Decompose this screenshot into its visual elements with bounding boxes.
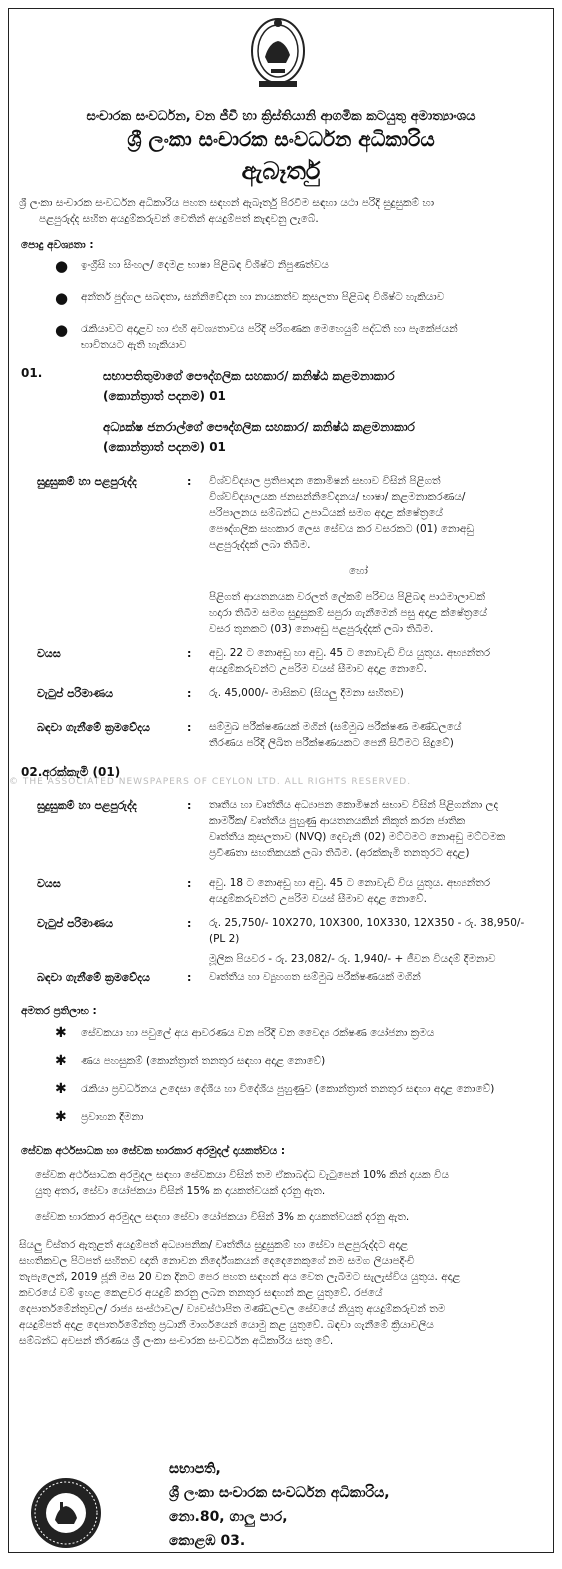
post2-recruit: වෘත්තීය හා ව්‍යුහගත සම්මුඛ පරීක්ෂණයක් මගින් bbox=[209, 971, 421, 983]
general-item: ඉංග්‍රීසි හා සිංහල/ දෙමළ භාෂා පිළිබඳ විශිෂ්ට නිපුණත්වය bbox=[81, 259, 329, 271]
post2-heading: 02.අරක්කැමි (01) bbox=[21, 765, 121, 779]
ministry-name: සංචාරක සංවර්ධන, වන ජීවී හා ක්‍රිස්තියානි ආගමික කටයුතු අමාත්‍යාංශය bbox=[86, 109, 476, 124]
post2-salary: රු. 25,750/- 10X270, 10X300, 10X330, 12X350 - රු. 38,950/-(PL 2) මූලික පියවර - රු. 23,082/- රු. 1,940/- + ජීවන වියදම් දීමනාව bbox=[209, 917, 525, 965]
asterisk-icon: ✱ bbox=[55, 1025, 67, 1041]
post2-age-label: වයස bbox=[37, 877, 61, 890]
post2-age: අවු. 18 ට නොඅඩු හා අවු. 45 ට නොවැඩි විය යුතුය. අභ්‍යන්තර අයදුම්කරුවන්ට උපරිම වයස් සීමාව අදාළ නොවේ. bbox=[209, 877, 491, 905]
post1-age-label: වයස bbox=[37, 647, 61, 660]
provident-epf: සේවක අර්ථසාධක අරමුදල සඳහා සේවකයා විසින් තම ඒකාබද්ධ වැටුපෙන් 10% කින් දායක විය යුතු අතර, සේවා යෝජකයා විසින් 15% ක දායකත්වයක් දරනු ඇත. bbox=[35, 1169, 449, 1197]
provident-heading: සේවක අර්ථසාධක හා සේවක භාරකාර අරමුදල් දායකත්වය : bbox=[21, 1145, 286, 1157]
provident-etf: සේවක භාරකාර අරමුදල සඳහා සේවා යෝජකයා විසින් 3% ක දායකත්වයක් දරනු ඇත. bbox=[35, 1211, 410, 1223]
post1-salary: රු. 45,000/- මාසිකව (සියලු දීමනා සහිතව) bbox=[209, 687, 404, 699]
post2-recruit-label: බඳවා ගැනීමේ ක්‍රමවේදය bbox=[37, 971, 150, 984]
bullet-icon: ● bbox=[55, 289, 69, 307]
post1-age: අවු. 22 ට නොඅඩු හා අවු. 45 ට නොවැඩි විය යුතුය. අභ්‍යන්තර අයදුම්කරුවන්ට උපරිම වයස් සීමාව අදාළ නොවේ. bbox=[209, 647, 491, 675]
benefit-item: සේවකයා හා පවුලේ අය ආවරණය වන පරිදි වන වෛද්‍ය රක්ෂණ යෝජනා ක්‍රමය bbox=[81, 1027, 435, 1039]
signature-block: සභාපති, ශ්‍රී ලංකා සංචාරක සංවර්ධන අධිකාරිය, නො.80, ගාලු පාර, කොළඹ 03. bbox=[169, 1461, 390, 1549]
post1-number: 01. bbox=[21, 366, 43, 380]
watermark: © THE ASSOCIATED NEWSPAPERS OF CEYLON LTD. ALL RIGHTS RESERVED. bbox=[9, 777, 412, 787]
tourism-authority-seal-icon bbox=[29, 1476, 103, 1550]
post2-qual-label: සුදුසුකම් හා පළපුරුද්ද bbox=[37, 799, 137, 812]
post2-salary-label: වැටුප් පරිමාණය bbox=[37, 917, 114, 930]
benefit-item: රැකියා ප්‍රවර්ධනය උදෙසා දේශීය හා විදේශීය පුහුණුව (කොන්ත්‍රාත් තනතුර සඳහා අදාළ නොවේ) bbox=[81, 1083, 495, 1095]
asterisk-icon: ✱ bbox=[55, 1053, 67, 1069]
benefit-item: ප්‍රවාහන දීමනා bbox=[81, 1111, 144, 1123]
authority-name: ශ්‍රී ලංකා සංචාරක සංවර්ධන අධිකාරිය bbox=[127, 127, 435, 151]
post1-title-1: සභාපතිතුමාගේ පෞද්ගලික සහකාර/ කනිෂ්ඨ කළමනාකාර (කොන්ත්‍රාත් පදනම) 01 bbox=[103, 369, 395, 403]
post1-recruit: සම්මුඛ පරීක්ෂණයක් මගින් (සම්මුඛ පරීක්ෂණ මණ්ඩලයේ තීරණය පරිදි ලිඛිත පරීක්ෂණයකට පෙනී සිටීමට සිදුවේ) bbox=[209, 721, 462, 749]
page-title: ඇබෑර්තු bbox=[241, 157, 321, 185]
benefits-heading: අමතර ප්‍රතිලාභ : bbox=[21, 1005, 97, 1017]
post1-qual-b: පිළිගත් ආයතනයක වරලත් ලේකම් පරිචය පිළිබඳ පාඨමාලාවක් හදාරා තිබීම සමග සුදුසුකම් සපුරා ගැනීමෙන් පසු අදාළ ක්ෂේත්‍රයේ වසර තුනකට (03) නොඅඩු පළපුරුද්දක් ලබා තිබීම. bbox=[209, 591, 487, 635]
bullet-icon: ● bbox=[55, 257, 69, 275]
general-item: අන්තර් පුද්ගල සබඳතා, සන්නිවේදන හා නායකත්ව කුසලතා පිළිබඳ විශිෂ්ට හැකියාව bbox=[81, 291, 445, 303]
post1-recruit-label: බඳවා ගැනීමේ ක්‍රමවේදය bbox=[37, 721, 150, 734]
post1-qual-label: සුදුසුකම් හා පළපුරුද්ද bbox=[37, 475, 137, 488]
advertisement: සංචාරක සංවර්ධන, වන ජීවී හා ක්‍රිස්තියානි ආගමික කටයුතු අමාත්‍යාංශය ශ්‍රී ලංකා සංචාරක සංවර්ධන අධිකාරිය ඇබෑර්තු ශ්‍රී ලංකා සංචාරක සංවර්ධන අධිකාරිය පහත සඳහන් ඇබෑර්තු පිරවීම සඳහා යථා පරිදි සුදුසුකම් හා පළපුරුද්ද සහිත අයදුම්කරුවන් වෙතින් අයදුම්පත් කැඳවනු ලැබේ. පොදු අවශ්‍යතා : ● ඉංග්‍රීසි හා සිංහල/ දෙමළ භාෂා පිළිබඳ විශිෂ්ට නිපුණත්වය ● අන්තර් පුද්ගල සබඳතා, සන්නිවේදන හා නායකත්ව කුසලතා පිළිබඳ විශිෂ්ට හැකියාව ● රැකියාවට අදාළව හා එහි අවශ්‍යතාවය පරිදි පරිගණක මෙහෙයුම් පද්ධති හා පැකේජයන් භාවිතයට ඇති හැකියාව 01. සභාපතිතුමාගේ පෞද්ගලික සහකාර/ කනිෂ්ඨ කළමනාකාර (කොන්ත්‍රාත් පදනම) 01 අධ්‍යක්ෂ ජනරාල්ගේ පෞද්ගලික සහකාර/ කනිෂ්ඨ කළමනාකාර (කොන්ත්‍රාත් පදනම) 01 සුදුසුකම් හා පළපුරුද්ද : විශ්වවිද්‍යාල ප්‍රතිපාදන කොමිෂන් සභාව විසින් පිළිගත් විශ්වවිද්‍යාලයක ජනසන්නිවේදනය/ භාෂා/ කළමනාකරණය/ පරිපාලනය සම්බන්ධ උපාධියක් සමග අදාළ ක්ෂේත්‍රයේ පෞද්ගලික සහකාර ලෙස සේවය කර වසරකට (01) නොඅඩු පළපුරුද්දක් ලබා තිබීම. හෝ පිළිගත් ආයතනයක වරලත් ලේකම් පරිචය පිළිබඳ පාඨමාලාවක් හදාරා තිබීම සමග සුදුසුකම් සපුරා ගැනීමෙන් පසු අදාළ ක්ෂේත්‍රයේ වසර තුනකට (03) නොඅඩු පළපුරුද්දක් ලබා තිබීම. වයස : අවු. 22 ට නොඅඩු හා අවු. 45 ට නොවැඩි විය යුතුය. අභ්‍යන්තර අයදුම්කරුවන්ට උපරිම වයස් සීමාව අදාළ නොවේ. වැටුප් පරිමාණය : රු. 45,000/- මාසිකව (සියලු දීමනා සහිතව) බඳවා ගැනීමේ ක්‍රමවේදය : සම්මුඛ පරීක්ෂණයක් මගින් (සම්මුඛ පරීක්ෂණ මණ්ඩලයේ තීරණය පරිදි ලිඛිත පරීක්ෂණයකට පෙනී සිටීමට සිදුවේ) © THE ASSOCIATED NEWSPAPERS OF CEYLON LTD. ALL RIGHTS RESERVED. 02.අරක්කැමි (01) සුදුසුකම් හා පළපුරුද්ද : තෘතීය හා වෘත්තීය අධ්‍යාපන කොමිෂන් සභාව විසින් පිළිගන්නා ලද කාර්මික/ වෘත්තීය පුහුණු ආයතනයකින් නිකුත් කරන ජාතික වෘත්තීය කුසලතාව (NVQ) දෙවැනි (02) මට්ටමට නොඅඩු මට්ටමක ප්‍රවීණතා සහතිකයක් ලබා තිබීම. (අරක්කැමි තනතුරට අදාළ) වයස : අවු. 18 ට නොඅඩු හා අවු. 45 ට නොවැඩි විය යුතුය. අභ්‍යන්තර අයදුම්කරුවන්ට උපරිම වයස් සීමාව අදාළ නොවේ. වැටුප් පරිමාණය : රු. 25,750/- 10X270, 10X300, 10X330, 12X350 - රු. 38,950/-(PL 2) මූලික පියවර - රු. 23,082/- රු. 1,940/- + ජීවන වියදම් දීමනාව බඳවා ගැනීමේ ක්‍රමවේදය : වෘත්තීය හා ව්‍යුහගත සම්මුඛ පරීක්ෂණයක් මගින් අමතර ප්‍රතිලාභ : ✱ සේවකයා හා පවුලේ අය ආවරණය වන පරිදි වන වෛද්‍ය රක්ෂණ යෝජනා ක්‍රමය ✱ ණය පහසුකම් (කොන්ත්‍රාත් තනතුර සඳහා අදාළ නොවේ) ✱ රැකියා ප්‍රවර්ධනය උදෙසා දේශීය හා විදේශීය පුහුණුව (කොන්ත්‍රාත් තනතුර සඳහා අදාළ නොවේ) ✱ ප්‍රවාහන දීමනා සේවක අර්ථසාධක හා සේවක භාරකාර අරමුදල් දායකත්වය : සේවක අර්ථසාධක අරමුදල සඳහා සේවකයා විසින් තම ඒකාබද්ධ වැටුපෙන් 10% කින් දායක විය යුතු අතර, සේවා යෝජකයා විසින් 15% ක දායකත්වයක් දරනු ඇත. සේවක භාරකාර අරමුදල සඳහා සේවා යෝජකයා විසින් 3% ක දායකත්වයක් දරනු ඇත. සියලු විස්තර ඇතුළත් අයදුම්පත් අධ්‍යාපනික/ වෘත්තීය සුදුසුකම් හා සේවා පළපුරුද්දට අදාළ සහතිකවල පිටපත් සහිතව ඥාති නොවන නිර්දේශකයන් දෙදෙනෙකුගේ නම සමග ලියාපදිංචි තැපැලෙන්, 2019 ජූනි මස 20 වන දිනට පෙර පහත සඳහන් අය වෙත ලැබීමට සැලැස්විය යුතුය. අදාළ කවරයේ වම් ඉහළ කෙළවර අයදුම් කරනු ලබන තනතුර සඳහන් කළ යුතුවේ. රජයේ දෙපාර්තමේන්තුවල/ රාජ්‍ය සංස්ථාවල/ ව්‍යවස්ථාපිත මණ්ඩලවල සේවයේ නියුතු අයදුම්කරුවන් තම අයදුම්පත් අදාළ දෙපාර්තමේන්තු ප්‍රධානී මාර්ගයෙන් යොමු කළ යුතුවේ. බඳවා ගැනීමේ ක්‍රියාවලිය සම්බන්ධ අවසන් තීරණය ශ්‍රී ලංකා සංචාරක සංවර්ධන අධිකාරිය සතු වේ. සභාපති, ශ්‍රී ලංකා සංචාරක සංවර්ධන අධිකාරිය, නො.80, ගාලු පාර, කොළඹ 03. bbox=[8, 8, 554, 1553]
post2-qual: තෘතීය හා වෘත්තීය අධ්‍යාපන කොමිෂන් සභාව විසින් පිළිගන්නා ලද කාර්මික/ වෘත්තීය පුහුණු ආයතනයකින් නිකුත් කරන ජාතික වෘත්තීය කුසලතාව (NVQ) දෙවැනි (02) මට්ටමට නොඅඩු මට්ටමක ප්‍රවීණතා සහතිකයක් ලබා තිබීම. (අරක්කැමි තනතුරට අදාළ) bbox=[209, 799, 506, 859]
bullet-icon: ● bbox=[55, 321, 69, 339]
closing-paragraph: සියලු විස්තර ඇතුළත් අයදුම්පත් අධ්‍යාපනික/ වෘත්තීය සුදුසුකම් හා සේවා පළපුරුද්දට අදාළ සහතිකවල පිටපත් සහිතව ඥාති නොවන නිර්දේශකයන් දෙදෙනෙකුගේ නම සමග ලියාපදිංචි තැපැලෙන්, 2019 ජූනි මස 20 වන දිනට පෙර පහත සඳහන් අය වෙත ලැබීමට සැලැස්විය යුතුය. අදාළ කවරයේ වම් ඉහළ කෙළවර අයදුම් කරනු ලබන තනතුර සඳහන් කළ යුතුවේ. රජයේ දෙපාර්තමේන්තුවල/ රාජ්‍ය සංස්ථාවල/ ව්‍යවස්ථාපිත මණ්ඩලවල සේවයේ නියුතු අයදුම්කරුවන් තම අයදුම්පත් අදාළ දෙපාර්තමේන්තු ප්‍රධානී මාර්ගයෙන් යොමු කළ යුතුවේ. බඳවා ගැනීමේ ක්‍රියාවලිය සම්බන්ධ අවසන් තීරණය ශ්‍රී ලංකා සංචාරක සංවර්ධන අධිකාරිය සතු වේ. bbox=[19, 1239, 461, 1347]
general-heading: පොදු අවශ්‍යතා : bbox=[21, 239, 94, 251]
general-item: රැකියාවට අදාළව හා එහි අවශ්‍යතාවය පරිදි පරිගණක මෙහෙයුම් පද්ධති හා පැකේජයන් භාවිතයට ඇති හැකියාව bbox=[81, 323, 458, 351]
asterisk-icon: ✱ bbox=[55, 1109, 67, 1125]
intro-text: ශ්‍රී ලංකා සංචාරක සංවර්ධන අධිකාරිය පහත සඳහන් ඇබෑර්තු පිරවීම සඳහා යථා පරිදි සුදුසුකම් හා පළපුරුද්ද සහිත අයදුම්කරුවන් වෙතින් අයදුම්පත් කැඳවනු ලැබේ. bbox=[19, 197, 435, 225]
national-emblem-icon bbox=[249, 17, 307, 91]
asterisk-icon: ✱ bbox=[55, 1081, 67, 1097]
benefit-item: ණය පහසුකම් (කොන්ත්‍රාත් තනතුර සඳහා අදාළ නොවේ) bbox=[81, 1055, 326, 1067]
post1-salary-label: වැටුප් පරිමාණය bbox=[37, 687, 114, 700]
or-text: හෝ bbox=[349, 565, 368, 577]
post1-title-2: අධ්‍යක්ෂ ජනරාල්ගේ පෞද්ගලික සහකාර/ කනිෂ්ඨ කළමනාකාර (කොන්ත්‍රාත් පදනම) 01 bbox=[103, 420, 415, 454]
post1-qual-a: විශ්වවිද්‍යාල ප්‍රතිපාදන කොමිෂන් සභාව විසින් පිළිගත් විශ්වවිද්‍යාලයක ජනසන්නිවේදනය/ භාෂා/ කළමනාකරණය/ පරිපාලනය සම්බන්ධ උපාධියක් සමග අදාළ ක්ෂේත්‍රයේ පෞද්ගලික සහකාර ලෙස සේවය කර වසරකට (01) නොඅඩු පළපුරුද්දක් ලබා තිබීම. bbox=[209, 475, 475, 551]
